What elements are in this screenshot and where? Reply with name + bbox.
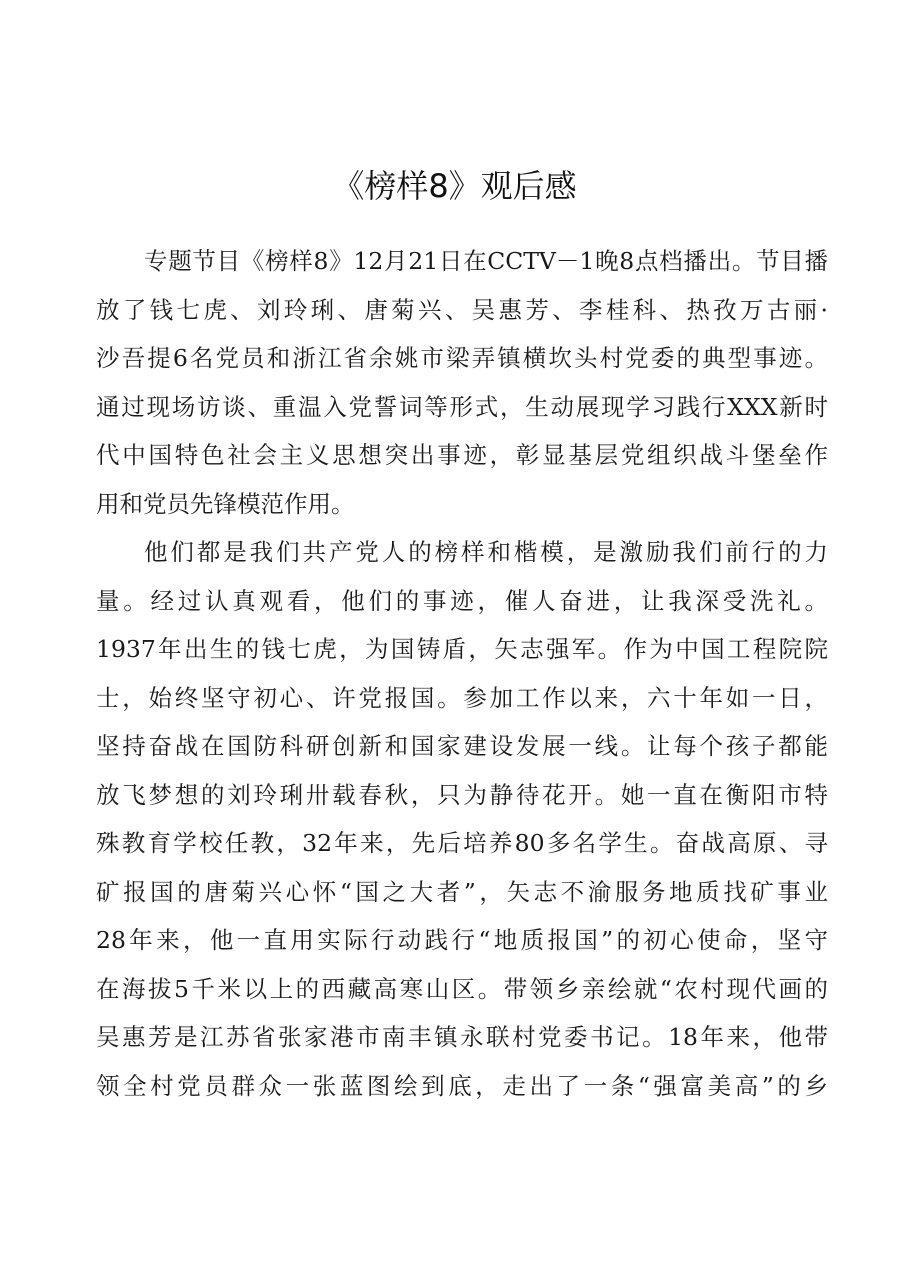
- paragraph-line: 放飞梦想的刘玲琍卅载春秋，只为静待花开。她一直在衡阳市特: [96, 780, 828, 809]
- paragraph-line: 放了钱七虎、刘玲琍、唐菊兴、吴惠芳、李桂科、热孜万古丽·: [96, 295, 828, 324]
- paragraph-line: 28年来，他一直用实际行动践行“地质报国”的初心使命，坚守: [96, 926, 828, 954]
- paragraph-line: 用和党员先锋模范作用。: [96, 489, 355, 518]
- paragraph-line: 吴惠芳是江苏省张家港市南丰镇永联村党委书记。18年来，他带: [96, 1023, 828, 1051]
- paragraph-line: 代中国特色社会主义思想突出事迹，彰显基层党组织战斗堡垒作: [96, 441, 828, 469]
- paragraph-line: 沙吾提6名党员和浙江省余姚市梁弄镇横坎头村党委的典型事迹。: [96, 344, 828, 372]
- paragraph-line: 量。经过认真观看，他们的事迹，催人奋进，让我深受洗礼。: [96, 586, 828, 615]
- document-title: 《榜样8》观后感: [332, 167, 577, 205]
- paragraph-line: 专题节目《榜样8》12月21日在CCTV－1晚8点档播出。节目播: [144, 247, 828, 275]
- paragraph-line: 在海拔5千米以上的西藏高寒山区。带领乡亲绘就“农村现代画的: [96, 974, 828, 1003]
- paragraph-line: 坚持奋战在国防科研创新和国家建设发展一线。让每个孩子都能: [96, 732, 828, 760]
- paragraph-line: 领全村党员群众一张蓝图绘到底，走出了一条“强富美高”的乡: [96, 1071, 828, 1100]
- paragraph-line: 士，始终坚守初心、许党报国。参加工作以来，六十年如一日，: [96, 683, 828, 712]
- paragraph-line: 矿报国的唐菊兴心怀“国之大者”，矢志不渝服务地质找矿事业: [96, 877, 828, 906]
- document-body: [96, 237, 828, 1110]
- paragraph-2: [96, 528, 828, 1110]
- paragraph-1: [96, 237, 828, 528]
- paragraph-line: 他们都是我们共产党人的榜样和楷模，是激励我们前行的力: [144, 538, 828, 566]
- paragraph-line: 殊教育学校任教，32年来，先后培养80多名学生。奋战高原、寻: [96, 829, 828, 857]
- paragraph-line: 通过现场访谈、重温入党誓词等形式，生动展现学习践行XXX新时: [96, 392, 828, 421]
- paragraph-line: 1937年出生的钱七虎，为国铸盾，矢志强军。作为中国工程院院: [96, 635, 828, 663]
